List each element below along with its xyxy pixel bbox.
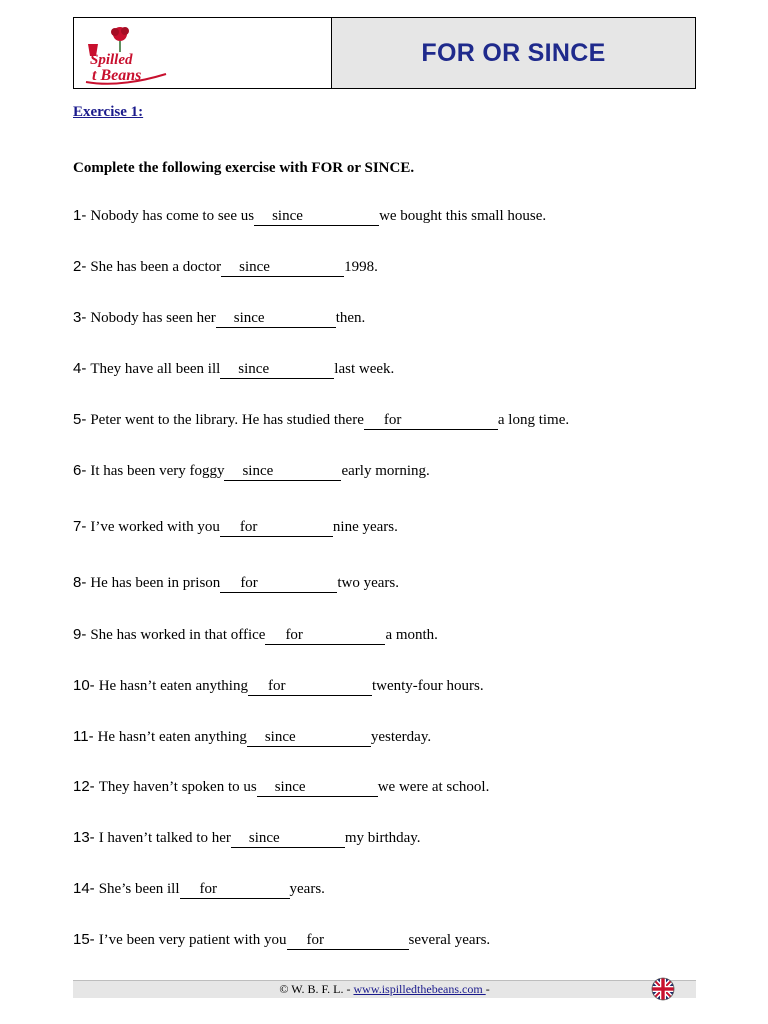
- question-text-before: She has been a doctor: [90, 259, 222, 275]
- answer-text: since: [233, 310, 265, 326]
- question-text-before: They haven’t spoken to us: [98, 779, 257, 795]
- uk-flag-icon: [651, 977, 675, 1001]
- question-number: 13-: [73, 829, 95, 846]
- question-item: [73, 931, 490, 950]
- answer-blank[interactable]: [364, 412, 498, 430]
- answer-text: for: [383, 412, 402, 428]
- question-number: 4-: [73, 360, 87, 377]
- question-text-after: then.: [335, 310, 366, 326]
- question-item: [73, 574, 399, 593]
- question-text-after: 1998.: [344, 259, 378, 275]
- question-item: [73, 829, 421, 848]
- svg-text:t Beans: t Beans: [92, 67, 142, 84]
- answer-text: for: [240, 575, 258, 591]
- question-text-after: twenty-four hours.: [371, 678, 484, 694]
- question-number: 6-: [73, 462, 87, 479]
- answer-blank[interactable]: [220, 519, 333, 537]
- question-text-before: I haven’t talked to her: [98, 830, 231, 846]
- answer-text: for: [199, 881, 218, 897]
- answer-blank[interactable]: [224, 463, 341, 481]
- answer-blank[interactable]: [287, 932, 409, 950]
- answer-blank[interactable]: [216, 310, 336, 328]
- answer-text: for: [285, 627, 303, 643]
- exercise-label: Exercise 1:: [73, 104, 144, 120]
- question-item: [73, 258, 378, 277]
- question-number: 12-: [73, 778, 95, 795]
- question-text-before: He has been in prison: [90, 575, 221, 591]
- question-item: [73, 880, 325, 899]
- footer-suffix: -: [485, 982, 490, 996]
- question-number: 2-: [73, 258, 87, 275]
- footer-copyright: © W. B. F. L. -: [279, 982, 354, 996]
- question-text-after: we bought this small house.: [379, 208, 547, 224]
- question-text-after: years.: [289, 881, 325, 897]
- question-item: [73, 518, 398, 537]
- answer-text: for: [267, 678, 286, 694]
- question-text-before: They have all been ill: [90, 361, 221, 377]
- question-text-before: I’ve worked with you: [90, 519, 220, 535]
- answer-blank[interactable]: [220, 575, 337, 593]
- question-number: 15-: [73, 931, 95, 948]
- question-text-before: He hasn’t eaten anything: [97, 729, 247, 745]
- question-text-after: nine years.: [332, 519, 398, 535]
- answer-text: since: [274, 779, 306, 795]
- question-text-before: Peter went to the library. He has studied there: [90, 412, 364, 428]
- logo-cell: [74, 18, 332, 88]
- answer-text: since: [239, 259, 270, 275]
- question-number: 7-: [73, 518, 87, 535]
- question-item: [73, 207, 546, 226]
- question-item: [73, 411, 569, 430]
- question-item: [73, 677, 484, 696]
- ispilledthebeans-logo: [80, 22, 170, 86]
- question-text-before: She’s been ill: [98, 881, 180, 897]
- footer-text: [73, 981, 696, 998]
- question-number: 10-: [73, 677, 95, 694]
- question-text-after: two years.: [337, 575, 399, 591]
- answer-blank[interactable]: [248, 678, 372, 696]
- answer-blank[interactable]: [254, 208, 379, 226]
- question-number: 5-: [73, 411, 87, 428]
- question-item: [73, 626, 438, 645]
- question-text-after: several years.: [408, 932, 491, 948]
- question-text-before: She has worked in that office: [90, 627, 266, 643]
- question-item: [73, 778, 489, 797]
- answer-blank[interactable]: [221, 259, 344, 277]
- question-number: 9-: [73, 626, 87, 643]
- question-number: 11-: [73, 728, 94, 745]
- worksheet-header: [73, 17, 696, 89]
- question-text-before: Nobody has come to see us: [90, 208, 255, 224]
- question-number: 3-: [73, 309, 87, 326]
- question-text-after: last week.: [334, 361, 395, 377]
- answer-text: for: [239, 519, 258, 535]
- question-number: 14-: [73, 880, 95, 897]
- footer-link[interactable]: www.ispilledthebeans.com: [353, 982, 486, 996]
- answer-blank[interactable]: [265, 627, 385, 645]
- question-item: [73, 360, 394, 379]
- question-text-after: a month.: [385, 627, 438, 643]
- question-number: 1-: [73, 207, 87, 224]
- question-text-after: yesterday.: [370, 729, 432, 745]
- answer-text: since: [264, 729, 296, 745]
- question-text-after: a long time.: [497, 412, 570, 428]
- answer-blank[interactable]: [220, 361, 334, 379]
- question-text-after: we were at school.: [377, 779, 490, 795]
- answer-blank[interactable]: [247, 729, 371, 747]
- svg-text:Spilled: Spilled: [90, 52, 133, 68]
- answer-text: for: [306, 932, 325, 948]
- question-item: [73, 728, 431, 747]
- question-text-before: Nobody has seen her: [90, 310, 216, 326]
- instruction-text: Complete the following exercise with FOR or SINCE.: [73, 160, 415, 176]
- footer-bar: [73, 980, 696, 998]
- question-text-before: I’ve been very patient with you: [98, 932, 287, 948]
- question-number: 8-: [73, 574, 87, 591]
- page-title: FOR OR SINCE: [421, 38, 606, 67]
- question-text-before: He hasn’t eaten anything: [98, 678, 248, 694]
- answer-blank[interactable]: [231, 830, 345, 848]
- question-item: [73, 462, 430, 481]
- question-text-after: early morning.: [341, 463, 430, 479]
- answer-text: since: [272, 208, 303, 224]
- answer-text: since: [248, 830, 280, 846]
- question-item: [73, 309, 365, 328]
- answer-text: since: [242, 463, 274, 479]
- question-text-before: It has been very foggy: [90, 463, 225, 479]
- question-text-after: my birthday.: [344, 830, 421, 846]
- answer-blank[interactable]: [180, 881, 290, 899]
- title-cell: [332, 18, 695, 88]
- answer-text: since: [238, 361, 270, 377]
- answer-blank[interactable]: [257, 779, 378, 797]
